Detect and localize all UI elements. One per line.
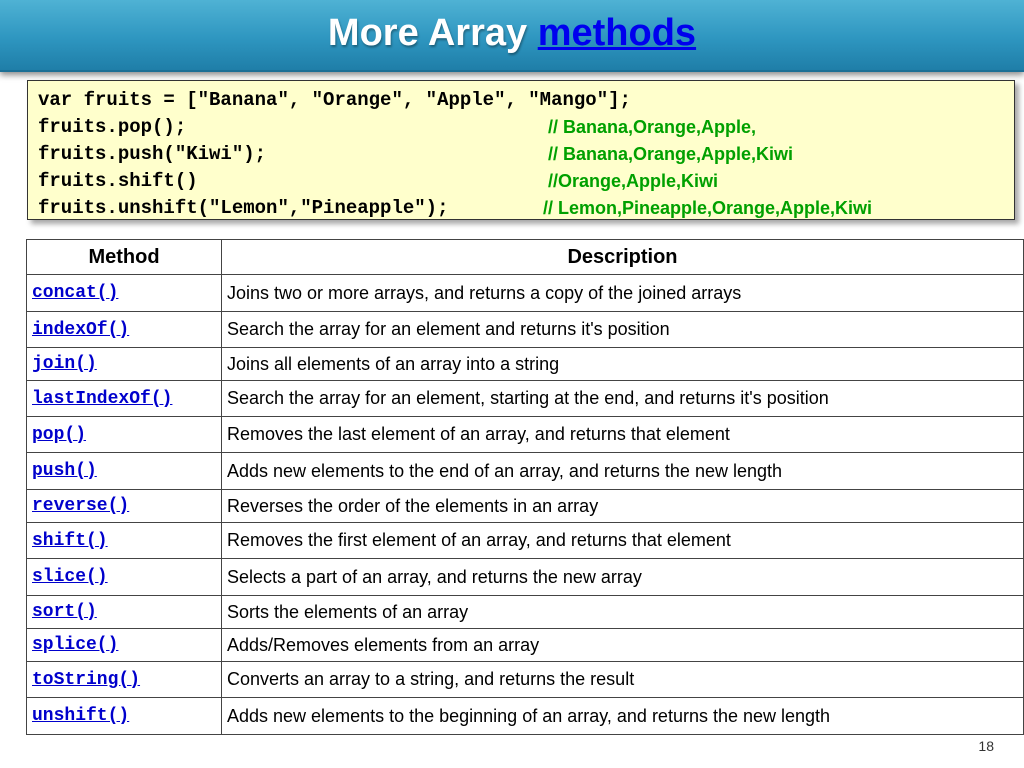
page-number: 18	[978, 738, 994, 754]
code-comment: // Banana,Orange,Apple,	[548, 117, 757, 137]
method-link-lastindexof[interactable]: lastIndexOf()	[32, 388, 173, 409]
method-cell	[27, 662, 222, 698]
table-row	[27, 417, 1024, 453]
method-cell	[27, 596, 222, 629]
description-cell: Converts an array to a string, and returns the result	[222, 662, 1024, 698]
code-text: fruits.shift()	[38, 170, 198, 192]
method-link-slice[interactable]: slice()	[32, 567, 108, 587]
code-line	[38, 195, 1004, 222]
description-cell: Adds/Removes elements from an array	[222, 629, 1024, 662]
code-text: fruits.push("Kiwi");	[38, 143, 267, 165]
method-link-indexof[interactable]: indexOf()	[32, 319, 130, 340]
method-link-sort[interactable]: sort()	[32, 602, 97, 622]
method-cell	[27, 559, 222, 596]
description-column-header: Description	[222, 240, 1024, 275]
slide-title	[328, 12, 696, 55]
method-link-unshift[interactable]: unshift()	[32, 706, 130, 726]
method-cell	[27, 348, 222, 381]
method-cell	[27, 417, 222, 453]
method-link-pop[interactable]: pop()	[32, 424, 87, 445]
method-cell	[27, 453, 222, 490]
table-row	[27, 312, 1024, 348]
code-line	[38, 87, 1004, 114]
code-text: fruits.unshift("Lemon","Pineapple");	[38, 197, 449, 219]
code-example-box	[27, 80, 1015, 220]
table-row	[27, 559, 1024, 596]
method-cell	[27, 275, 222, 312]
description-cell: Joins all elements of an array into a string	[222, 348, 1024, 381]
method-cell	[27, 698, 222, 735]
code-comment: // Banana,Orange,Apple,Kiwi	[548, 144, 794, 164]
method-link-tostring[interactable]: toString()	[32, 669, 141, 690]
methods-table	[26, 239, 1024, 735]
method-cell	[27, 312, 222, 348]
description-cell: Adds new elements to the beginning of an array, and returns the new length	[222, 698, 1024, 735]
description-cell: Reverses the order of the elements in an array	[222, 490, 1024, 523]
method-column-header: Method	[27, 240, 222, 275]
code-line	[38, 168, 1004, 195]
code-comment: //Orange,Apple,Kiwi	[548, 171, 719, 191]
slide-title-text: More Array	[327, 11, 528, 54]
description-cell: Selects a part of an array, and returns the new array	[222, 559, 1024, 596]
title-methods-link[interactable]: methods	[537, 11, 697, 54]
description-cell: Removes the last element of an array, and returns that element	[222, 417, 1024, 453]
method-cell	[27, 381, 222, 417]
code-line	[38, 114, 1004, 141]
table-row	[27, 662, 1024, 698]
title-bar	[0, 0, 1024, 72]
table-row	[27, 698, 1024, 735]
table-row	[27, 275, 1024, 312]
table-row	[27, 523, 1024, 559]
table-row	[27, 596, 1024, 629]
code-text: var fruits = ["Banana", "Orange", "Apple", "Mango"];	[38, 89, 631, 111]
description-cell: Search the array for an element, starting at the end, and returns it's position	[222, 381, 1024, 417]
description-cell: Search the array for an element and returns it's position	[222, 312, 1024, 348]
description-cell: Removes the first element of an array, and returns that element	[222, 523, 1024, 559]
method-link-concat[interactable]: concat()	[32, 283, 119, 303]
method-link-reverse[interactable]: reverse()	[32, 496, 130, 516]
code-line	[38, 141, 1004, 168]
description-cell: Joins two or more arrays, and returns a copy of the joined arrays	[222, 275, 1024, 312]
method-cell	[27, 490, 222, 523]
table-row	[27, 348, 1024, 381]
table-row	[27, 381, 1024, 417]
method-cell	[27, 523, 222, 559]
description-cell: Adds new elements to the end of an array, and returns the new length	[222, 453, 1024, 490]
code-comment: // Lemon,Pineapple,Orange,Apple,Kiwi	[543, 198, 873, 218]
method-link-push[interactable]: push()	[32, 461, 97, 481]
table-row	[27, 453, 1024, 490]
method-link-join[interactable]: join()	[32, 354, 97, 374]
table-row	[27, 629, 1024, 662]
code-text: fruits.pop();	[38, 116, 187, 138]
table-header-row	[27, 240, 1024, 275]
method-link-splice[interactable]: splice()	[32, 635, 119, 655]
method-link-shift[interactable]: shift()	[32, 530, 108, 551]
description-cell: Sorts the elements of an array	[222, 596, 1024, 629]
table-row	[27, 490, 1024, 523]
method-cell	[27, 629, 222, 662]
